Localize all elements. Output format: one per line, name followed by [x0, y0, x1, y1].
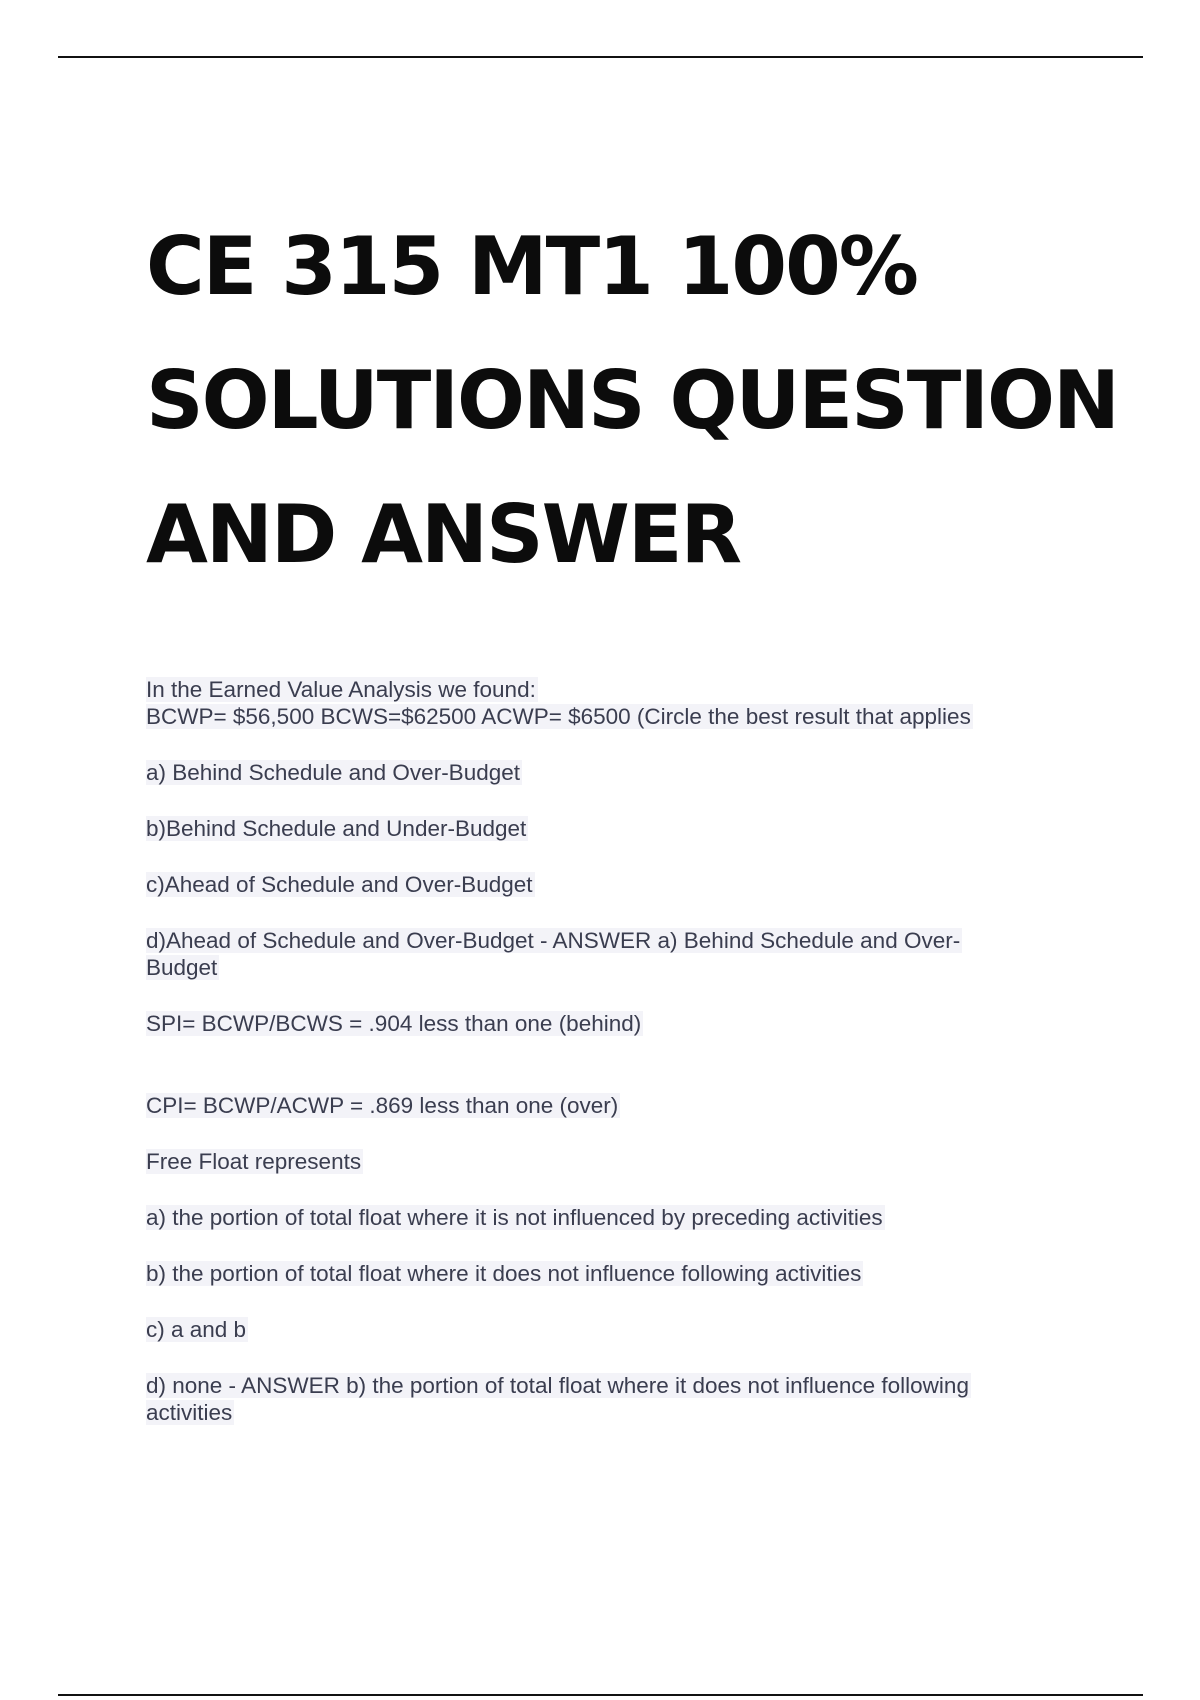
- q1-option-a: [146, 759, 1066, 786]
- q1-spi-text: SPI= BCWP/BCWS = .904 less than one (behind): [146, 1011, 642, 1036]
- q1-intro-line-1: In the Earned Value Analysis we found:: [146, 677, 536, 702]
- title-line-3: AND ANSWER: [146, 488, 741, 581]
- q1-cpi: [146, 1092, 1066, 1119]
- footer-rule: [58, 1694, 1143, 1696]
- q1-option-b-text: b)Behind Schedule and Under-Budget: [146, 816, 527, 841]
- header-rule: [58, 56, 1143, 58]
- q2-option-a-text: a) the portion of total float where it is not influenced by preceding activities: [146, 1205, 883, 1230]
- q1-option-c: [146, 871, 1066, 898]
- q1-spi: [146, 1010, 1066, 1037]
- q1-option-d-line-1: d)Ahead of Schedule and Over-Budget - ANSWER a) Behind Schedule and Over-: [146, 928, 961, 953]
- q1-intro: [146, 676, 1066, 730]
- document-body: [146, 676, 1066, 1455]
- q2-option-d-answer: [146, 1372, 1066, 1426]
- q2-option-d-line-1: d) none - ANSWER b) the portion of total float where it does not influence following: [146, 1373, 969, 1398]
- q1-cpi-text: CPI= BCWP/ACWP = .869 less than one (over): [146, 1093, 619, 1118]
- q2-option-a: [146, 1204, 1066, 1231]
- document-title: [146, 200, 1146, 602]
- q2-question-text: Free Float represents: [146, 1149, 362, 1174]
- q1-option-d-line-2: Budget: [146, 955, 218, 980]
- q1-option-d-answer: [146, 927, 1066, 981]
- title-line-1: CE 315 MT1 100%: [146, 220, 917, 313]
- q2-option-b: [146, 1260, 1066, 1287]
- q1-option-b: [146, 815, 1066, 842]
- q1-option-a-text: a) Behind Schedule and Over-Budget: [146, 760, 520, 785]
- q1-intro-line-2: BCWP= $56,500 BCWS=$62500 ACWP= $6500 (Circle the best result that applies: [146, 704, 971, 729]
- q2-option-c: [146, 1316, 1066, 1343]
- q2-option-b-text: b) the portion of total float where it does not influence following activities: [146, 1261, 862, 1286]
- title-line-2: SOLUTIONS QUESTION: [146, 354, 1119, 447]
- q2-question: [146, 1148, 1066, 1175]
- q1-option-c-text: c)Ahead of Schedule and Over-Budget: [146, 872, 533, 897]
- q2-option-d-line-2: activities: [146, 1400, 233, 1425]
- q2-option-c-text: c) a and b: [146, 1317, 247, 1342]
